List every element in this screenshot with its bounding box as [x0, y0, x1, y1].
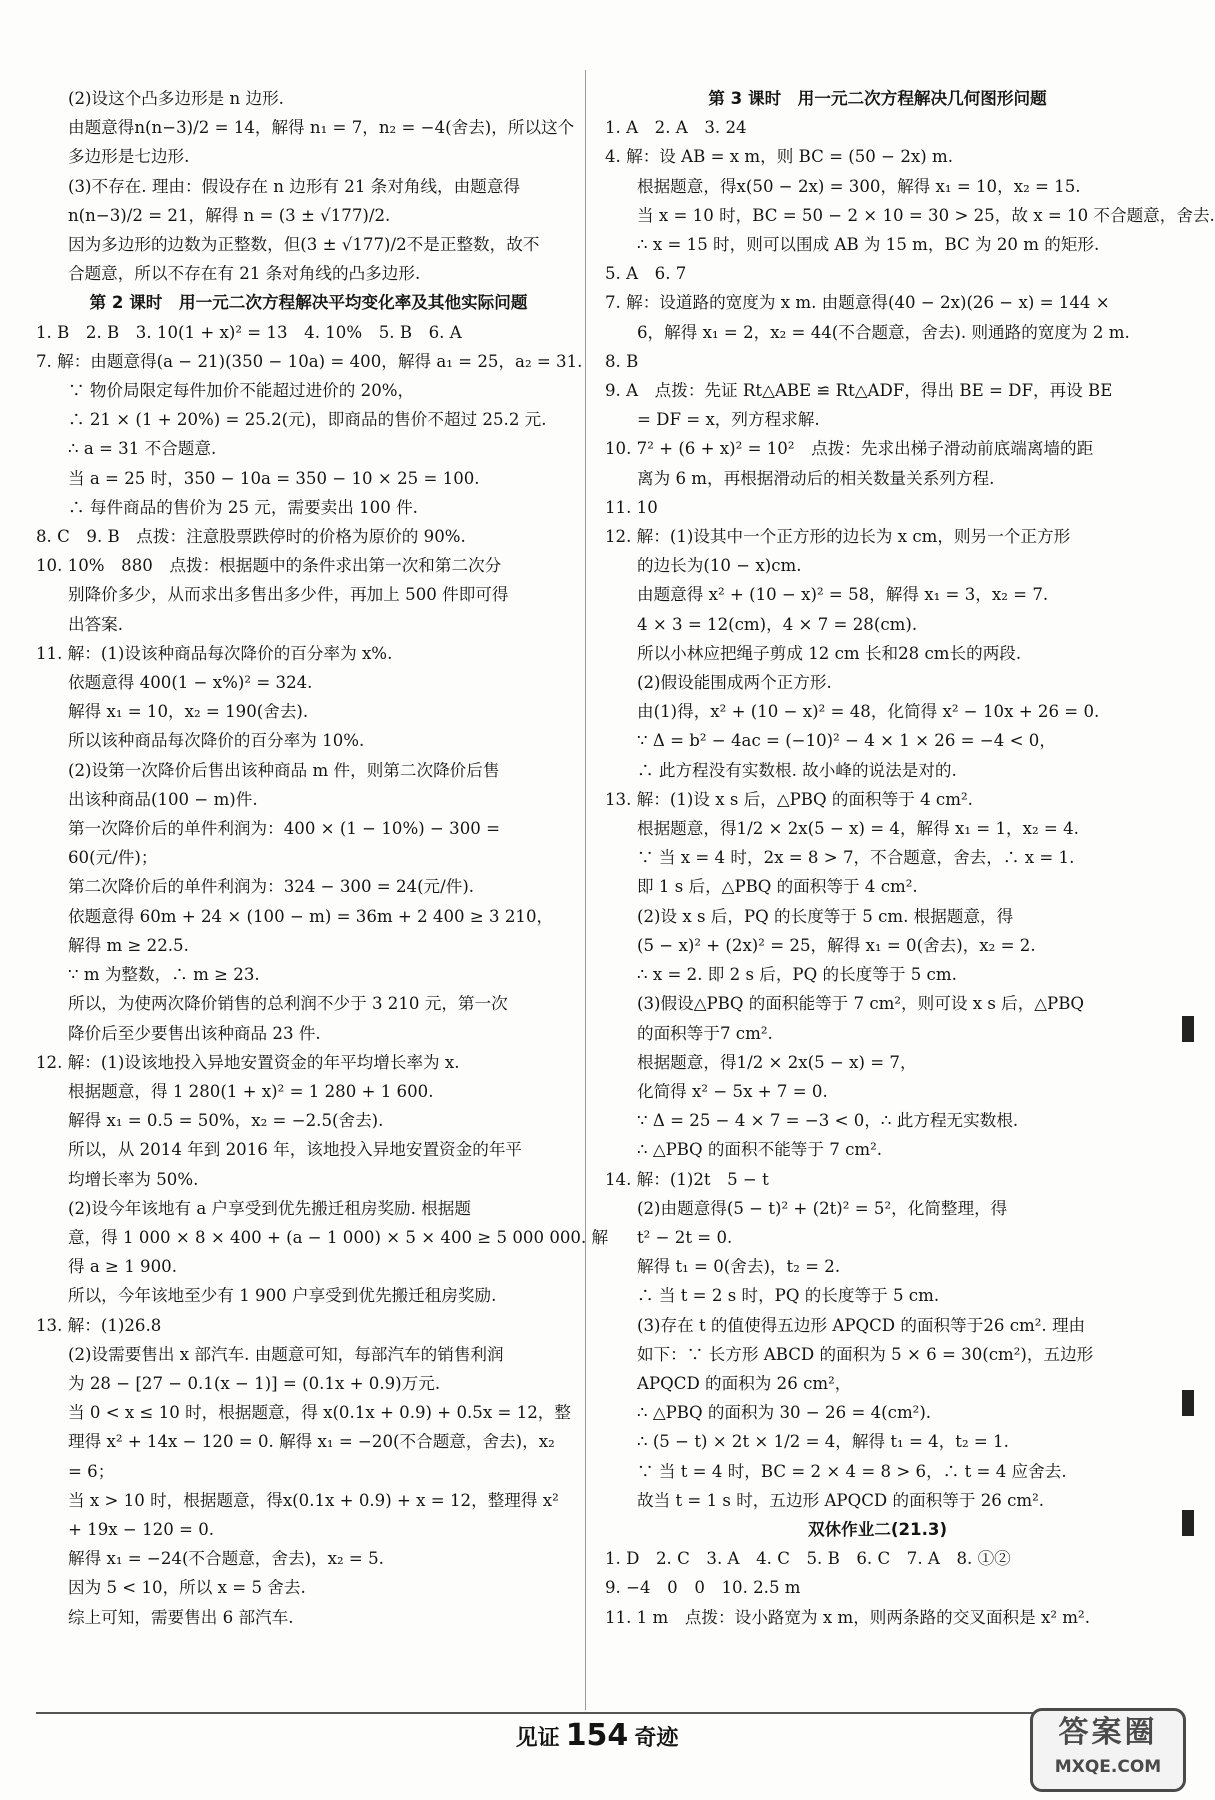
text-line: 化简得 x² − 5x + 7 = 0.	[637, 1081, 828, 1101]
text-line: 根据题意，得1/2 × 2x(5 − x) = 4，解得 x₁ = 1，x₂ = 4.	[637, 819, 1079, 839]
text-line: (3)假设△PBQ 的面积能等于 7 cm²，则可设 x s 后，△PBQ	[637, 994, 1085, 1014]
text-line: 解得 x₁ = 10，x₂ = 190(舍去).	[68, 702, 309, 722]
text-line: (2)由题意得(5 − t)² + (2t)² = 5²，化简整理，得	[637, 1198, 1008, 1218]
text-line: 综上可知，需要售出 6 部汽车.	[68, 1607, 294, 1627]
text-line: 出答案.	[68, 614, 124, 634]
text-line: 1. D 2. C 3. A 4. C 5. B 6. C 7. A 8. ①②	[605, 1549, 1011, 1569]
right-column	[605, 84, 1215, 1632]
text-line: 理得 x² + 14x − 120 = 0. 解得 x₁ = −20(不合题意，舍去)，x₂	[68, 1432, 555, 1452]
text-line: (2)设需要售出 x 部汽车. 由题意可知，每部汽车的销售利润	[68, 1344, 504, 1364]
text-line: 6，解得 x₁ = 2，x₂ = 44(不合题意，舍去). 则通路的宽度为 2 m.	[637, 322, 1130, 342]
text-line: (2)设今年该地有 a 户享受到优先搬迁租房奖励. 根据题	[68, 1198, 471, 1218]
text-line: ∴ △PBQ 的面积为 30 − 26 = 4(cm²).	[637, 1403, 932, 1423]
text-line: 根据题意，得x(50 − 2x) = 300，解得 x₁ = 10，x₂ = 15.	[637, 176, 1081, 196]
section-heading: 第 3 课时 用一元二次方程解决几何图形问题	[708, 89, 1047, 108]
text-line: 因为 5 < 10，所以 x = 5 舍去.	[68, 1578, 306, 1598]
left-column	[36, 84, 609, 1632]
watermark-logo	[1030, 1708, 1186, 1792]
text-line: ∵ Δ = b² − 4ac = (−10)² − 4 × 1 × 26 = −4 < 0，	[637, 731, 1056, 751]
text-line: 1. B 2. B 3. 10(1 + x)² = 13 4. 10% 5. B 6. A	[36, 322, 462, 342]
footer-right-text: 奇迹	[634, 1726, 679, 1751]
text-line: 出该种商品(100 − m)件.	[68, 789, 258, 809]
text-line: 均增长率为 50%.	[68, 1169, 199, 1189]
text-line: 14. 解：(1)2t 5 − t	[605, 1169, 769, 1189]
text-line: 当 0 < x ≤ 10 时，根据题意，得 x(0.1x + 0.9) + 0.5x = 12，整	[68, 1403, 571, 1423]
watermark-url: MXQE.COM	[1054, 1757, 1162, 1777]
text-line: 因为多边形的边数为正整数，但(3 ± √177)/2不是正整数，故不	[68, 235, 540, 255]
text-line: 当 a = 25 时，350 − 10a = 350 − 10 × 25 = 100.	[68, 468, 480, 488]
text-line: 7. 解：设道路的宽度为 x m. 由题意得(40 − 2x)(26 − x) = 144 ×	[605, 293, 1110, 313]
text-line: 解得 x₁ = 0.5 = 50%，x₂ = −2.5(舍去).	[68, 1111, 384, 1131]
text-line: ∴ a = 31 不合题意.	[68, 439, 217, 459]
text-line: (2)假设能围成两个正方形.	[637, 673, 832, 693]
text-line: ∴ 当 t = 2 s 时，PQ 的长度等于 5 cm.	[637, 1286, 940, 1306]
text-line: 根据题意，得 1 280(1 + x)² = 1 280 + 1 600.	[68, 1081, 434, 1101]
text-line: 离为 6 m，再根据滑动后的相关数量关系列方程.	[637, 468, 995, 488]
text-line: 依题意得 60m + 24 × (100 − m) = 36m + 2 400 ≥ 3 210，	[68, 906, 554, 926]
text-line: 9. A 点拨：先证 Rt△ABE ≌ Rt△ADF，得出 BE = DF，再设 BE	[605, 381, 1113, 401]
text-line: 所以，为使两次降价销售的总利润不少于 3 210 元，第一次	[68, 994, 508, 1014]
text-line: 合题意，所以不存在有 21 条对角线的凸多边形.	[68, 264, 421, 284]
text-line: ∴ 此方程没有实数根. 故小峰的说法是对的.	[637, 760, 957, 780]
text-line: 9. −4 0 0 10. 2.5 m	[605, 1578, 801, 1598]
text-line: 8. B	[605, 351, 639, 371]
text-line: 由(1)得，x² + (10 − x)² = 48，化简得 x² − 10x + 26 = 0.	[637, 702, 1100, 722]
text-line: 第一次降价后的单件利润为：400 × (1 − 10%) − 300 =	[68, 819, 500, 839]
text-line: 依题意得 400(1 − x%)² = 324.	[68, 673, 313, 693]
text-line: 12. 解：(1)设其中一个正方形的边长为 x cm，则另一个正方形	[605, 527, 1071, 547]
section-heading: 第 2 课时 用一元二次方程解决平均变化率及其他实际问题	[89, 293, 528, 313]
watermark-title: 答案圈	[1058, 1715, 1158, 1750]
text-line: 13. 解：(1)26.8	[36, 1315, 162, 1335]
binding-edge-mark	[1182, 1016, 1194, 1042]
text-line: 解得 x₁ = −24(不合题意，舍去)，x₂ = 5.	[68, 1549, 384, 1569]
text-line: (5 − x)² + (2x)² = 25，解得 x₁ = 0(舍去)，x₂ = 2.	[637, 935, 1036, 955]
text-line: 降价后至少要售出该种商品 23 件.	[68, 1023, 321, 1043]
text-line: ∴ △PBQ 的面积不能等于 7 cm².	[637, 1140, 883, 1160]
text-line: ∵ Δ = 25 − 4 × 7 = −3 < 0，∴ 此方程无实数根.	[637, 1111, 1019, 1131]
text-line: ∵ 当 x = 4 时，2x = 8 > 7，不合题意，舍去，∴ x = 1.	[637, 848, 1075, 868]
text-line: n(n−3)/2 = 21，解得 n = (3 ± √177)/2.	[68, 205, 391, 225]
text-line: 得 a ≥ 1 900.	[68, 1257, 177, 1277]
text-line: 所以该种商品每次降价的百分率为 10%.	[68, 731, 365, 751]
text-line: (2)设这个凸多边形是 n 边形.	[68, 89, 284, 108]
text-line: 的面积等于7 cm².	[637, 1023, 773, 1043]
text-line: ∴ (5 − t) × 2t × 1/2 = 4，解得 t₁ = 4，t₂ = 1.	[637, 1432, 1009, 1452]
text-line: 所以小林应把绳子剪成 12 cm 长和28 cm长的两段.	[637, 643, 1022, 663]
text-line: 解得 t₁ = 0(舍去)，t₂ = 2.	[637, 1257, 841, 1277]
text-line: 别降价多少，从而求出多售出多少件，再加上 500 件即可得	[68, 585, 509, 605]
text-line: 60(元/件)；	[68, 848, 158, 868]
text-line: 由题意得 x² + (10 − x)² = 58，解得 x₁ = 3，x₂ = 7.	[637, 585, 1049, 605]
page-footer	[0, 1718, 1194, 1753]
text-line: 由题意得n(n−3)/2 = 14，解得 n₁ = 7，n₂ = −4(舍去)，所以这个	[68, 118, 575, 138]
text-line: (3)不存在. 理由：假设存在 n 边形有 21 条对角线，由题意得	[68, 176, 521, 196]
text-line: 1. A 2. A 3. 24	[605, 118, 747, 138]
text-line: ∴ x = 15 时，则可以围成 AB 为 15 m，BC 为 20 m 的矩形.	[637, 235, 1100, 255]
text-line: = DF = x，列方程求解.	[637, 410, 820, 430]
text-line: = 6；	[68, 1461, 115, 1481]
page-number: 154	[565, 1718, 629, 1753]
text-line: 4 × 3 = 12(cm)，4 × 7 = 28(cm).	[637, 614, 918, 634]
text-line: 7. 解：由题意得(a − 21)(350 − 10a) = 400，解得 a₁ = 25，a₂ = 31.	[36, 351, 583, 371]
text-line: ∵ m 为整数，∴ m ≥ 23.	[68, 965, 260, 985]
footer-rule	[36, 1712, 1158, 1714]
text-line: 为 28 − [27 − 0.1(x − 1)] = (0.1x + 0.9)万元.	[68, 1373, 441, 1393]
text-line: 意，得 1 000 × 8 × 400 + (a − 1 000) × 5 × 400 ≥ 5 000 000. 解	[68, 1227, 609, 1247]
text-line: 4. 解：设 AB = x m，则 BC = (50 − 2x) m.	[605, 147, 953, 167]
text-line: 所以，今年该地至少有 1 900 户享受到优先搬迁租房奖励.	[68, 1286, 497, 1306]
text-line: 如下：∵ 长方形 ABCD 的面积为 5 × 6 = 30(cm²)，五边形	[637, 1344, 1094, 1364]
text-line: ∴ x = 2. 即 2 s 后，PQ 的长度等于 5 cm.	[637, 965, 957, 985]
binding-edge-mark	[1182, 1390, 1194, 1416]
text-line: ∵ 当 t = 4 时，BC = 2 × 4 = 8 > 6，∴ t = 4 应舍去.	[637, 1461, 1067, 1481]
text-line: ∴ 每件商品的售价为 25 元，需要卖出 100 件.	[68, 497, 418, 517]
text-line: 11. 1 m 点拨：设小路宽为 x m，则两条路的交叉面积是 x² m².	[605, 1607, 1090, 1627]
text-line: 11. 解：(1)设该种商品每次降价的百分率为 x%.	[36, 643, 393, 663]
text-line: 所以，从 2014 年到 2016 年，该地投入异地安置资金的年平	[68, 1140, 523, 1160]
text-line: 11. 10	[605, 497, 658, 517]
column-divider	[585, 70, 586, 1710]
text-line: 当 x = 10 时，BC = 50 − 2 × 10 = 30 > 25，故 x = 10 不合题意，舍去.	[637, 205, 1215, 225]
text-line: (2)设第一次降价后售出该种商品 m 件，则第二次降价后售	[68, 760, 500, 780]
text-line: t² − 2t = 0.	[637, 1227, 733, 1247]
text-line: 10. 7² + (6 + x)² = 10² 点拨：先求出梯子滑动前底端离墙的距	[605, 439, 1094, 459]
text-line: 多边形是七边形.	[68, 147, 190, 167]
text-line: 当 x > 10 时，根据题意，得x(0.1x + 0.9) + x = 12，整理得 x²	[68, 1490, 559, 1510]
text-line: (2)设 x s 后，PQ 的长度等于 5 cm. 根据题意，得	[637, 906, 1014, 926]
text-line: ∴ 21 × (1 + 20%) = 25.2(元)，即商品的售价不超过 25.2 元.	[68, 410, 547, 430]
text-line: 13. 解：(1)设 x s 后，△PBQ 的面积等于 4 cm².	[605, 789, 973, 809]
text-line: (3)存在 t 的值使得五边形 APQCD 的面积等于26 cm². 理由	[637, 1315, 1086, 1335]
text-line: 12. 解：(1)设该地投入异地安置资金的年平均增长率为 x.	[36, 1052, 460, 1072]
footer-left-text: 见证	[515, 1726, 560, 1751]
text-line: 5. A 6. 7	[605, 264, 687, 284]
text-line: 解得 m ≥ 22.5.	[68, 935, 189, 955]
text-line: 根据题意，得1/2 × 2x(5 − x) = 7，	[637, 1052, 917, 1072]
text-line: 8. C 9. B 点拨：注意股票跌停时的价格为原价的 90%.	[36, 527, 466, 547]
text-line: ∵ 物价局限定每件加价不能超过进价的 20%，	[68, 381, 415, 401]
text-line: 即 1 s 后，△PBQ 的面积等于 4 cm².	[637, 877, 918, 897]
text-line: 故当 t = 1 s 时，五边形 APQCD 的面积等于 26 cm².	[637, 1490, 1045, 1510]
binding-edge-mark	[1182, 1510, 1194, 1536]
text-line: 的边长为(10 − x)cm.	[637, 556, 802, 576]
section-heading: 双休作业二(21.3)	[807, 1519, 948, 1539]
text-line: + 19x − 120 = 0.	[68, 1519, 215, 1539]
text-line: APQCD 的面积为 26 cm²，	[637, 1373, 852, 1393]
text-line: 10. 10% 880 点拨：根据题中的条件求出第一次和第二次分	[36, 556, 502, 576]
text-line: 第二次降价后的单件利润为：324 − 300 = 24(元/件).	[68, 877, 475, 897]
